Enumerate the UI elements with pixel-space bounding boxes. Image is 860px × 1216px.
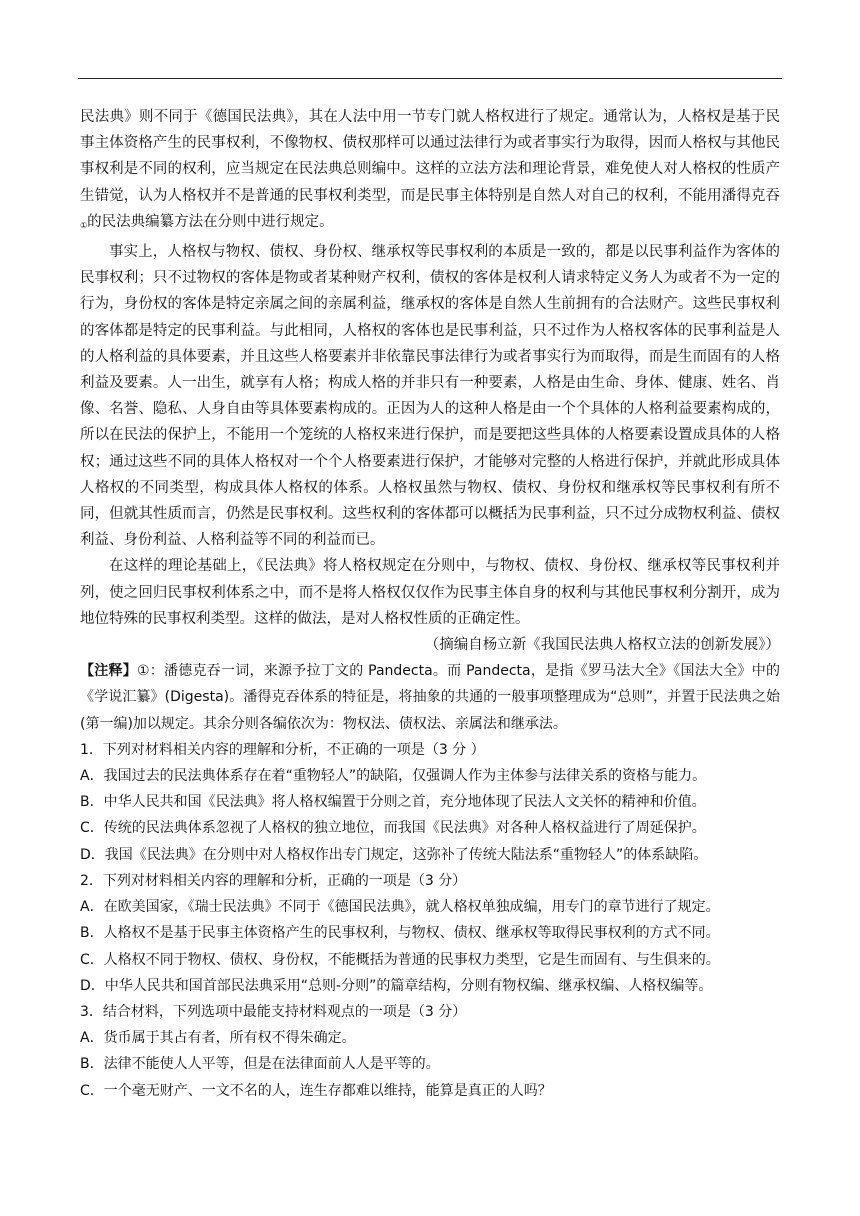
- option-b: B．法律不能使人人平等，但是在法律面前人人是平等的。: [80, 1056, 440, 1073]
- question-stem: 3．结合材料，下列选项中最能支持材料观点的一项是（3 分）: [80, 1003, 467, 1020]
- option-a: A．我国过去的民法典体系存在着“重物轻人”的缺陷，仅强调人作为主体参与法律关系的资格与能力。: [80, 768, 707, 785]
- question-2: [80, 868, 780, 999]
- question-1: [80, 737, 780, 868]
- annotation-text: ①：潘德克吞一词，来源予拉丁文的 Pandecta。而 Pandecta，是指《罗马法大全》《国法大全》中的《学说汇纂》(Digesta)。潘得克吞体系的特征是，将抽象的共通的一般事项整理成为“总则”，并置于民法典之始(第一编)加以规定。其余分则各编依次为：物权法、债权法、亲属法和继承法。: [80, 663, 781, 732]
- question-stem: 1．下列对材料相关内容的理解和分析，不正确的一项是（3 分 ）: [80, 741, 485, 758]
- annotation-label: 【注释】: [80, 663, 137, 680]
- option-d: D．我国《民法典》在分则中对人格权作出专门规定，这弥补了传统大陆法系“重物轻人”的体系缺陷。: [80, 846, 708, 863]
- option-c: C．一个毫无财产、一文不名的人，连生存都难以维持，能算是真正的人吗？: [80, 1082, 552, 1099]
- passage-text: 民法典》则不同于《德国民法典》，其在人法中用一节专门就人格权进行了规定。通常认为，人格权是基于民事主体资格产生的民事权利，不像物权、债权那样可以通过法律行为或者事实行为取得，因而人格权与其他民事权利是不同的权利，应当规定在民法典总则编中。这样的立法方法和理论背景，难免使人对人格权的性质产生错觉，认为人格权并不是普通的民事权利类型，而是民事主体特别是自然人对自己的权利，不能用潘得克吞: [80, 109, 780, 204]
- footnote-marker: ①: [80, 220, 88, 230]
- question-stem: 2．下列对材料相关内容的理解和分析，正确的一项是（3 分）: [80, 872, 467, 889]
- option-b: B．人格权不是基于民事主体资格产生的民事权利，与物权、债权、继承权等取得民事权利的方式不同。: [80, 925, 720, 942]
- option-c: C．传统的民法典体系忽视了人格权的独立地位，而我国《民法典》对各种人格权益进行了周延保护。: [80, 820, 706, 837]
- source-citation: （摘编自杨立新《我国民法典人格权立法的创新发展》）: [424, 637, 780, 654]
- option-c: C．人格权不同于物权、债权、身份权，不能概括为普通的民事权力类型，它是生而固有、与生俱来的。: [80, 951, 720, 968]
- document-body: [80, 104, 780, 1104]
- option-d: D．中华人民共和国首部民法典采用“总则-分则”的篇章结构，分则有物权编、继承权编、人格权编等。: [80, 977, 713, 994]
- passage-paragraph-2: 事实上，人格权与物权、债权、身份权、继承权等民事权利的本质是一致的，都是以民事利益作为客体的民事权利；只不过物权的客体是物或者某种财产权利，债权的客体是权利人请求特定义务人为或者不为一定的行为，身份权的客体是特定亲属之间的亲属利益，继承权的客体是自然人生前拥有的合法财产。这些民事权利的客体都是特定的民事利益。与此相同，人格权的客体也是民事利益，只不过作为人格权客体的民事利益是人的人格利益的具体要素，并且这些人格要素并非依靠民事法律行为或者事实行为而取得，而是生而固有的人格利益及要素。人一出生，就享有人格；构成人格的并非只有一种要素，人格是由生命、身体、健康、姓名、肖像、名誉、隐私、人身自由等具体要素构成的。正因为人的这种人格是由一个个具体的人格利益要素构成的，所以在民法的保护上，不能用一个笼统的人格权来进行保护，而是要把这些具体的人格要素设置成具体的人格权；通过这些不同的具体人格权对一个个人格要素进行保护，才能够对完整的人格进行保护，并就此形成具体人格权的不同类型，构成具体人格权的体系。人格权虽然与物权、债权、身份权和继承权等民事权利有所不同，但就其性质而言，仍然是民事权利。这些权利的客体都可以概括为民事利益，只不过分成物权利益、债权利益、身份利益、人格利益等不同的利益而已。: [80, 244, 780, 549]
- option-a: A．在欧美国家，《瑞士民法典》不同于《德国民法典》，就人格权单独成编，用专门的章节进行了规定。: [80, 899, 720, 916]
- question-3: [80, 999, 780, 1104]
- option-b: B．中华人民共和国《民法典》将人格权编置于分则之首，充分地体现了民法人文关怀的精神和价值。: [80, 794, 706, 811]
- passage-paragraph-3: 在这样的理论基础上，《民法典》将人格权规定在分则中，与物权、债权、身份权、继承权等民事权利并列，使之回归民事权利体系之中，而不是将人格权仅仅作为民事主体自身的权利与其他民事权利分割开，成为地位特殊的民事权利类型。这样的做法，是对人格权性质的正确定性。: [80, 558, 780, 627]
- option-a: A．货币属于其占有者，所有权不得朱确定。: [80, 1030, 356, 1047]
- passage-text: 的民法典编纂方法在分则中进行规定。: [87, 213, 334, 230]
- passage-paragraph-1: [80, 104, 780, 239]
- annotation: [80, 658, 780, 737]
- header-rule: [78, 78, 782, 79]
